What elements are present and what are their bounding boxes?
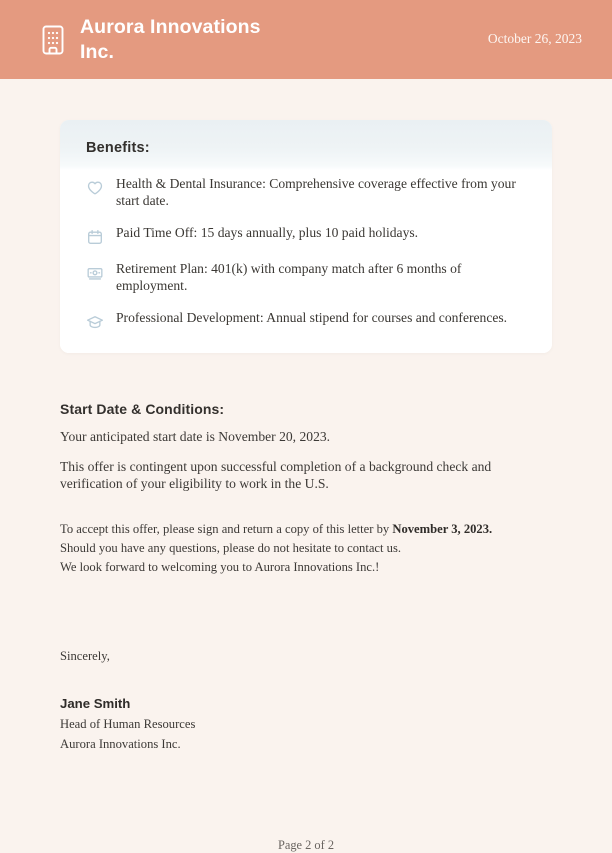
list-item bbox=[86, 174, 526, 210]
acceptance-line-2: Should you have any questions, please do not hesitate to contact us. bbox=[60, 541, 402, 556]
calendar-icon bbox=[86, 228, 104, 246]
document-header bbox=[0, 0, 612, 79]
benefit-text: Paid Time Off: 15 days annually, plus 10 paid holidays. bbox=[116, 224, 419, 240]
benefit-text: Professional Development: Annual stipend for courses and conferences. bbox=[116, 309, 508, 325]
signature-name: Jane Smith bbox=[60, 695, 131, 711]
benefits-title: Benefits: bbox=[86, 140, 150, 156]
section-title: Start Date & Conditions: bbox=[60, 401, 225, 417]
start-date-section bbox=[60, 401, 552, 493]
benefit-text: Retirement Plan: 401(k) with company match after 6 months of employment. bbox=[116, 260, 462, 294]
list-item bbox=[86, 259, 526, 295]
banknote-icon bbox=[86, 264, 104, 282]
signature-title: Head of Human Resources bbox=[60, 716, 196, 731]
list-item bbox=[86, 308, 526, 331]
page-footer: Page 2 of 2 bbox=[277, 838, 335, 852]
company-name: Aurora Innovations Inc. bbox=[80, 16, 261, 63]
benefit-text: Health & Dental Insurance: Comprehensive coverage effective from your start date. bbox=[116, 176, 516, 209]
start-date-paragraph: Your anticipated start date is November 20, 2023. bbox=[60, 429, 331, 444]
brand-block bbox=[40, 15, 488, 63]
letter-date: October 26, 2023 bbox=[487, 30, 582, 46]
signature-closing: Sincerely, bbox=[60, 649, 110, 663]
building-icon bbox=[40, 24, 66, 56]
acceptance-block bbox=[60, 520, 552, 577]
acceptance-line-3: We look forward to welcoming you to Aurora Innovations Inc.! bbox=[60, 560, 380, 575]
acceptance-line-1-text: To accept this offer, please sign and return a copy of this letter by bbox=[60, 522, 393, 536]
acceptance-deadline-date: November 3, 2023. bbox=[392, 522, 493, 536]
signature-block bbox=[60, 647, 552, 755]
benefits-card-header bbox=[60, 120, 552, 170]
list-item bbox=[86, 223, 526, 246]
signature-company: Aurora Innovations Inc. bbox=[60, 736, 181, 751]
graduation-cap-icon bbox=[86, 313, 104, 331]
acceptance-line-1 bbox=[60, 520, 552, 539]
contingency-paragraph: This offer is contingent upon successful completion of a background check and verification of your eligibility to work in the U.S. bbox=[60, 458, 492, 492]
heart-icon bbox=[86, 179, 104, 197]
benefits-list bbox=[60, 170, 552, 353]
benefits-card bbox=[60, 120, 552, 353]
